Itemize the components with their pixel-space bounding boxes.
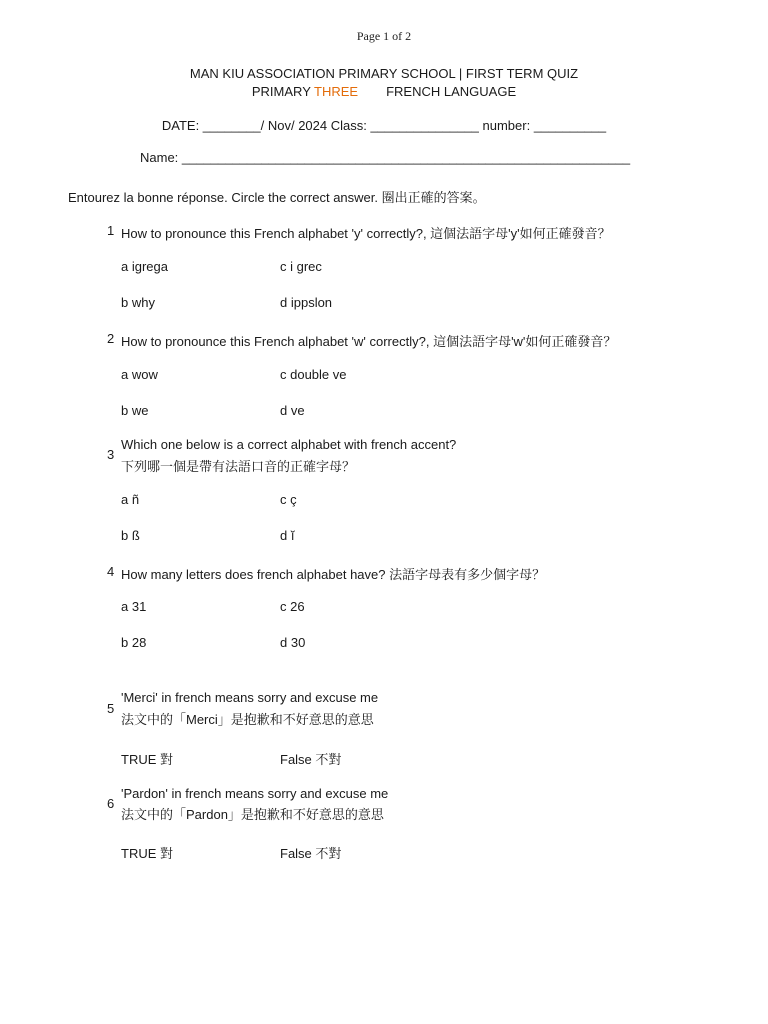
option-c[interactable]: c ç xyxy=(280,492,297,507)
option-a[interactable]: a 31 xyxy=(121,599,147,614)
level-accent: THREE xyxy=(314,84,359,99)
option-b[interactable]: b ß xyxy=(121,528,140,543)
option-false[interactable]: False 不對 xyxy=(280,846,342,861)
option-false[interactable]: False 不對 xyxy=(280,752,342,767)
question-text: How to pronounce this French alphabet 'w' correctly?, 這個法語字母'w'如何正確發音？ xyxy=(121,334,617,349)
question-number: 5 xyxy=(107,701,115,716)
instruction: Entourez la bonne réponse. Circle the correct answer. 圈出正確的答案。 xyxy=(68,190,486,205)
option-c[interactable]: c i grec xyxy=(280,259,322,274)
question-text-zh: 下列哪一個是帶有法語口音的正確字母？ xyxy=(121,459,356,474)
question-number: 6 xyxy=(107,796,115,811)
question-number: 3 xyxy=(107,447,115,462)
option-a[interactable]: a ñ xyxy=(121,492,140,507)
option-d[interactable]: d ippslon xyxy=(280,295,333,310)
date-class-number-line: DATE: ________/ Nov/ 2024 Class: _______________ number: __________ xyxy=(161,118,607,133)
option-a[interactable]: a igrega xyxy=(121,259,168,274)
option-d[interactable]: d 30 xyxy=(280,635,306,650)
question-number: 1 xyxy=(107,223,115,238)
question-number: 4 xyxy=(107,564,115,579)
question-text-en: Which one below is a correct alphabet with french accent? xyxy=(121,437,457,452)
option-true[interactable]: TRUE 對 xyxy=(121,752,174,767)
option-c[interactable]: c 26 xyxy=(280,599,305,614)
question-text-en: 'Pardon' in french means sorry and excuse me xyxy=(121,786,389,801)
question-text-en: 'Merci' in french means sorry and excuse me xyxy=(121,690,379,705)
option-c[interactable]: c double ve xyxy=(280,367,347,382)
page-number: Page 1 of 2 xyxy=(356,29,412,43)
subject-label: FRENCH LANGUAGE xyxy=(386,84,517,99)
option-b[interactable]: b we xyxy=(121,403,149,418)
option-d[interactable]: d ve xyxy=(280,403,305,418)
name-line: Name: ______________________________________________________________ xyxy=(140,150,631,165)
question-text-zh: 法文中的「Merci」是抱歉和不好意思的意思 xyxy=(121,712,374,727)
option-d[interactable]: d ĭ xyxy=(280,528,295,543)
question-text: How to pronounce this French alphabet 'y' correctly?, 這個法語字母'y'如何正確發音？ xyxy=(121,226,611,241)
question-text: How many letters does french alphabet have? 法語字母表有多少個字母？ xyxy=(121,567,546,582)
option-a[interactable]: a wow xyxy=(121,367,158,382)
level-prefix: PRIMARY xyxy=(251,84,311,99)
option-true[interactable]: TRUE 對 xyxy=(121,846,174,861)
question-number: 2 xyxy=(107,331,115,346)
level-subject-line xyxy=(0,84,768,99)
option-b[interactable]: b 28 xyxy=(121,635,147,650)
question-text-zh: 法文中的「Pardon」是抱歉和不好意思的意思 xyxy=(121,807,384,822)
school-title: MAN KIU ASSOCIATION PRIMARY SCHOOL | FIRST TERM QUIZ xyxy=(189,66,579,81)
option-b[interactable]: b why xyxy=(121,295,155,310)
